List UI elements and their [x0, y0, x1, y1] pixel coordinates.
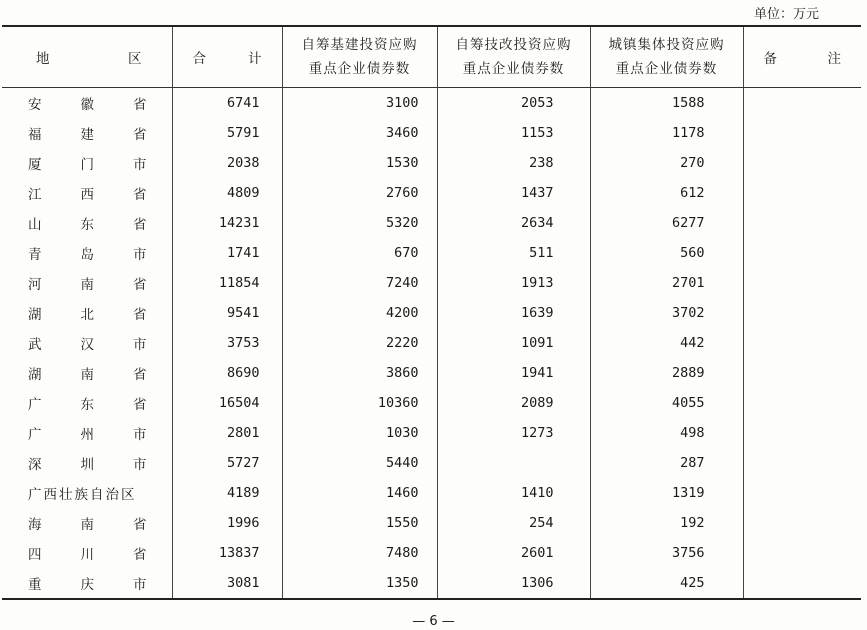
- region-cell: [2, 388, 172, 418]
- remarks-cell: [743, 538, 861, 568]
- urban-collective-cell: 560: [590, 238, 743, 268]
- self-tech-cell: 1913: [437, 268, 590, 298]
- remarks-cell: [743, 508, 861, 538]
- total-cell: 3753: [172, 328, 282, 358]
- table-row: [2, 178, 861, 208]
- urban-collective-cell: 2889: [590, 358, 743, 388]
- remarks-cell: [743, 208, 861, 238]
- region-cell: [2, 88, 172, 119]
- header-remarks-char: 备: [763, 51, 777, 67]
- region-cell: [2, 118, 172, 148]
- region-cell: [2, 358, 172, 388]
- region-name-part: 湖: [28, 367, 42, 383]
- total-cell: 9541: [172, 298, 282, 328]
- header-region-char: 地: [36, 51, 50, 67]
- region-name-part: 省: [133, 217, 147, 233]
- self-capital-cell: 1530: [282, 148, 437, 178]
- region-cell: [2, 238, 172, 268]
- region-name-part: 市: [133, 247, 147, 263]
- self-tech-cell: 1306: [437, 568, 590, 599]
- unit-label: 单位：万元: [753, 7, 819, 22]
- region-name-part: 西: [80, 187, 94, 203]
- self-capital-cell: 7480: [282, 538, 437, 568]
- region-cell: [2, 448, 172, 478]
- header-line: 城镇集体投资应购: [608, 37, 725, 53]
- header-line: 自筹基建投资应购: [301, 37, 418, 53]
- remarks-cell: [743, 118, 861, 148]
- total-cell: 4809: [172, 178, 282, 208]
- region-name-part: 南: [80, 277, 94, 293]
- region-cell: [2, 148, 172, 178]
- urban-collective-cell: 425: [590, 568, 743, 599]
- region-name-part: 省: [133, 277, 147, 293]
- self-tech-cell: 2601: [437, 538, 590, 568]
- header-remarks-char: 注: [827, 51, 841, 67]
- region-name-part: 青: [28, 247, 42, 263]
- page-number: — 6 —: [412, 614, 455, 629]
- remarks-cell: [743, 478, 861, 508]
- urban-collective-cell: 3702: [590, 298, 743, 328]
- urban-collective-cell: 4055: [590, 388, 743, 418]
- region-cell: [2, 328, 172, 358]
- self-capital-cell: 5320: [282, 208, 437, 238]
- region-name-part: 江: [28, 187, 42, 203]
- header-total: [172, 26, 282, 88]
- table-row: [2, 418, 861, 448]
- region-name-part: 广西壮族自治区: [28, 487, 137, 503]
- self-tech-cell: 1437: [437, 178, 590, 208]
- self-capital-cell: 1350: [282, 568, 437, 599]
- self-capital-cell: 3100: [282, 88, 437, 119]
- total-cell: 16504: [172, 388, 282, 418]
- region-cell: [2, 478, 172, 508]
- region-cell: [2, 418, 172, 448]
- table-row: [2, 358, 861, 388]
- header-total-char: 合: [192, 51, 206, 67]
- region-name-part: 汉: [80, 337, 94, 353]
- region-name-part: 安: [28, 97, 42, 113]
- self-capital-cell: 2220: [282, 328, 437, 358]
- header-region: [2, 26, 172, 88]
- table-row: [2, 448, 861, 478]
- region-cell: [2, 508, 172, 538]
- self-tech-cell: 1639: [437, 298, 590, 328]
- self-tech-cell: 1091: [437, 328, 590, 358]
- region-name-part: 河: [28, 277, 42, 293]
- header-urban-collective: [590, 26, 743, 88]
- total-cell: 4189: [172, 478, 282, 508]
- urban-collective-cell: 1319: [590, 478, 743, 508]
- self-tech-cell: 2634: [437, 208, 590, 238]
- total-cell: 14231: [172, 208, 282, 238]
- table-row: [2, 88, 861, 119]
- region-name-part: 省: [133, 97, 147, 113]
- total-cell: 11854: [172, 268, 282, 298]
- region-name-part: 省: [133, 397, 147, 413]
- table-row: [2, 508, 861, 538]
- region-name-part: 省: [133, 127, 147, 143]
- table-header-row: [2, 26, 861, 88]
- urban-collective-cell: 612: [590, 178, 743, 208]
- urban-collective-cell: 192: [590, 508, 743, 538]
- total-cell: 2038: [172, 148, 282, 178]
- self-capital-cell: 7240: [282, 268, 437, 298]
- urban-collective-cell: 442: [590, 328, 743, 358]
- self-capital-cell: 670: [282, 238, 437, 268]
- region-name-part: 北: [80, 307, 94, 323]
- self-tech-cell: 2053: [437, 88, 590, 119]
- total-cell: 5727: [172, 448, 282, 478]
- remarks-cell: [743, 358, 861, 388]
- region-name-part: 海: [28, 517, 42, 533]
- remarks-cell: [743, 268, 861, 298]
- region-name-part: 福: [28, 127, 42, 143]
- self-capital-cell: 5440: [282, 448, 437, 478]
- region-name-part: 广: [28, 427, 42, 443]
- self-capital-cell: 1460: [282, 478, 437, 508]
- region-name-part: 山: [28, 217, 42, 233]
- urban-collective-cell: 1178: [590, 118, 743, 148]
- region-name-part: 市: [133, 337, 147, 353]
- self-tech-cell: 2089: [437, 388, 590, 418]
- region-name-part: 庆: [80, 577, 94, 593]
- remarks-cell: [743, 88, 861, 119]
- region-name-part: 岛: [80, 247, 94, 263]
- region-name-part: 四: [28, 547, 42, 563]
- urban-collective-cell: 6277: [590, 208, 743, 238]
- header-line: 重点企业债券数: [308, 61, 411, 77]
- region-name-part: 市: [133, 157, 147, 173]
- self-capital-cell: 1030: [282, 418, 437, 448]
- remarks-cell: [743, 388, 861, 418]
- region-name-part: 重: [28, 577, 42, 593]
- region-cell: [2, 568, 172, 599]
- urban-collective-cell: 270: [590, 148, 743, 178]
- header-region-char: 区: [128, 51, 142, 67]
- self-tech-cell: 254: [437, 508, 590, 538]
- table-row: [2, 118, 861, 148]
- self-tech-cell: [437, 448, 590, 478]
- remarks-cell: [743, 178, 861, 208]
- self-capital-cell: 4200: [282, 298, 437, 328]
- urban-collective-cell: 498: [590, 418, 743, 448]
- remarks-cell: [743, 568, 861, 599]
- bond-allocation-table: [2, 25, 861, 600]
- region-name-part: 市: [133, 577, 147, 593]
- total-cell: 13837: [172, 538, 282, 568]
- region-name-part: 省: [133, 187, 147, 203]
- remarks-cell: [743, 328, 861, 358]
- remarks-cell: [743, 418, 861, 448]
- total-cell: 3081: [172, 568, 282, 599]
- self-tech-cell: 511: [437, 238, 590, 268]
- region-cell: [2, 298, 172, 328]
- self-tech-cell: 1410: [437, 478, 590, 508]
- urban-collective-cell: 2701: [590, 268, 743, 298]
- region-name-part: 厦: [28, 157, 42, 173]
- table-body: [2, 88, 861, 600]
- region-name-part: 东: [80, 217, 94, 233]
- region-cell: [2, 178, 172, 208]
- region-cell: [2, 538, 172, 568]
- table-row: [2, 478, 861, 508]
- header-line: 重点企业债券数: [462, 61, 565, 77]
- total-cell: 1996: [172, 508, 282, 538]
- region-name-part: 东: [80, 397, 94, 413]
- self-tech-cell: 238: [437, 148, 590, 178]
- region-name-part: 省: [133, 517, 147, 533]
- region-name-part: 省: [133, 547, 147, 563]
- region-name-part: 湖: [28, 307, 42, 323]
- region-name-part: 门: [80, 157, 94, 173]
- region-name-part: 市: [133, 457, 147, 473]
- header-total-char: 计: [248, 51, 262, 67]
- table-row: [2, 268, 861, 298]
- self-capital-cell: 2760: [282, 178, 437, 208]
- self-capital-cell: 3460: [282, 118, 437, 148]
- region-name-part: 徽: [80, 97, 94, 113]
- region-cell: [2, 208, 172, 238]
- region-name-part: 广: [28, 397, 42, 413]
- total-cell: 2801: [172, 418, 282, 448]
- total-cell: 6741: [172, 88, 282, 119]
- region-name-part: 南: [80, 517, 94, 533]
- self-capital-cell: 3860: [282, 358, 437, 388]
- table-row: [2, 568, 861, 599]
- region-name-part: 川: [80, 547, 94, 563]
- region-name-part: 建: [80, 127, 94, 143]
- region-name-part: 州: [80, 427, 94, 443]
- table-row: [2, 328, 861, 358]
- table-row: [2, 238, 861, 268]
- region-name-part: 圳: [80, 457, 94, 473]
- region-name-part: 省: [133, 307, 147, 323]
- urban-collective-cell: 3756: [590, 538, 743, 568]
- self-capital-cell: 1550: [282, 508, 437, 538]
- region-cell: [2, 268, 172, 298]
- table-row: [2, 388, 861, 418]
- header-line: 自筹技改投资应购: [455, 37, 572, 53]
- region-name-part: 南: [80, 367, 94, 383]
- region-name-part: 省: [133, 367, 147, 383]
- header-line: 重点企业债券数: [615, 61, 718, 77]
- remarks-cell: [743, 448, 861, 478]
- header-self-capital: [282, 26, 437, 88]
- table-row: [2, 148, 861, 178]
- remarks-cell: [743, 298, 861, 328]
- total-cell: 5791: [172, 118, 282, 148]
- urban-collective-cell: 287: [590, 448, 743, 478]
- region-name-part: 市: [133, 427, 147, 443]
- region-name-part: 深: [28, 457, 42, 473]
- self-capital-cell: 10360: [282, 388, 437, 418]
- self-tech-cell: 1153: [437, 118, 590, 148]
- self-tech-cell: 1941: [437, 358, 590, 388]
- header-self-tech: [437, 26, 590, 88]
- region-name-part: 武: [28, 337, 42, 353]
- self-tech-cell: 1273: [437, 418, 590, 448]
- total-cell: 8690: [172, 358, 282, 388]
- header-remarks: [743, 26, 861, 88]
- urban-collective-cell: 1588: [590, 88, 743, 119]
- total-cell: 1741: [172, 238, 282, 268]
- table-row: [2, 298, 861, 328]
- table-row: [2, 208, 861, 238]
- table-row: [2, 538, 861, 568]
- remarks-cell: [743, 238, 861, 268]
- remarks-cell: [743, 148, 861, 178]
